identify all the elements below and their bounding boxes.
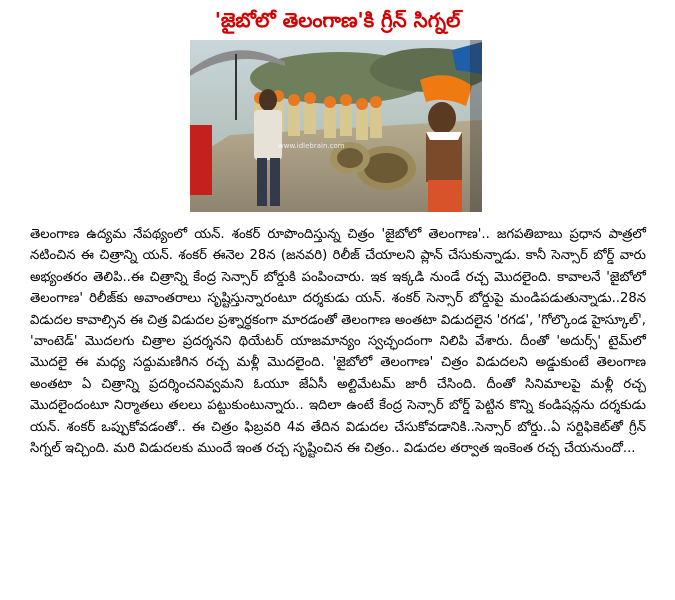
festival-drummers-photo — [190, 40, 482, 212]
photo-watermark: www.idlebrain.com — [278, 142, 345, 150]
article-body: తెలంగాణ ఉద్యమ నేపథ్యంలో యన్. శంకర్ రూపొందిస్తున్న చిత్రం 'జైబోలో తెలంగాణ'.. జగపతిబాబు ప్రధాన పాత్రలో నటించిన ఈ చిత్రాన్ని యన్. శంకర్ ఈనెల 28న (జనవరి) రిలీజ్ చేయాలని ప్లాన్ చేసుకున్నాడు. కానీ సెన్సార్ బోర్డ్ వారు అభ్యంతరం తెలిపి..ఈ చిత్రాన్ని కేంద్ర సెన్సార్ బోర్డుకి పంపించారు. ఇక ఇక్కడి నుండే రచ్చ మొదలైంది. కావాలనే 'జైబోలో తెలంగాణ' రిలీజ్‌కు అవాంతరాలు సృష్టిస్తున్నారంటూ దర్శకుడు యన్. శంకర్ సెన్సార్ బోర్డుపై మండిపడుతున్నాడు..28న విడుదల కావాల్సిన ఈ చిత్ర విడుదల ప్రశ్నార్థకంగా మారడంతో తెలంగాణ అంతటా విడుదలైన 'రగడ', 'గోల్కొండ హైస్కూల్', 'వాంటెడ్' మొదలగు చిత్రాల ప్రదర్శనని థియేటర్ యాజమాన్యం స్వచ్ఛందంగా నిలిపి వేశారు. దీంతో 'అదుర్స్' టైమ్‌లో మొదలై ఈ మధ్య సద్దుమణిగిన రచ్చ మళ్లీ మొదలైంది. 'జైబోలో తెలంగాణ' చిత్రం విడుదలని అడ్డుకుంటే తెలంగాణ అంతటా ఏ చిత్రాన్ని ప్రదర్శించనివ్వమని ఓయూ జేఏసీ అల్టిమేటమ్ జారీ చేసింది. దీంతో సినిమాలపై మళ్లీ రచ్చ మొదలైందంటూ నిర్మాతలు తలలు పట్టుకుంటున్నారు.. ఇదిలా ఉంటే కేంద్ర సెన్సార్ బోర్డ్ పెట్టిన కొన్ని కండిషన్లను దర్శకుడు యన్. శంకర్ ఒప్పుకోవడంతో.. ఈ చిత్రం ఫిబ్రవరి 4వ తేదిన విడుదల చేసుకోవడానికి..సెన్సార్ బోర్డు..ఏ సర్టిఫికెట్‌తో గ్రీన్ సిగ్నల్ ఇచ్చింది. మరి విడుదలకు ముందే ఇంత రచ్చ సృష్టించిన ఈ చిత్రం.. విడుదల తర్వాత ఇంకెంత రచ్చ చేయనుందో... — [30, 227, 646, 457]
article-headline: 'జైబోలో తెలంగాణ'కి గ్రీన్ సిగ్నల్ — [214, 8, 461, 32]
article-photo — [190, 40, 482, 212]
